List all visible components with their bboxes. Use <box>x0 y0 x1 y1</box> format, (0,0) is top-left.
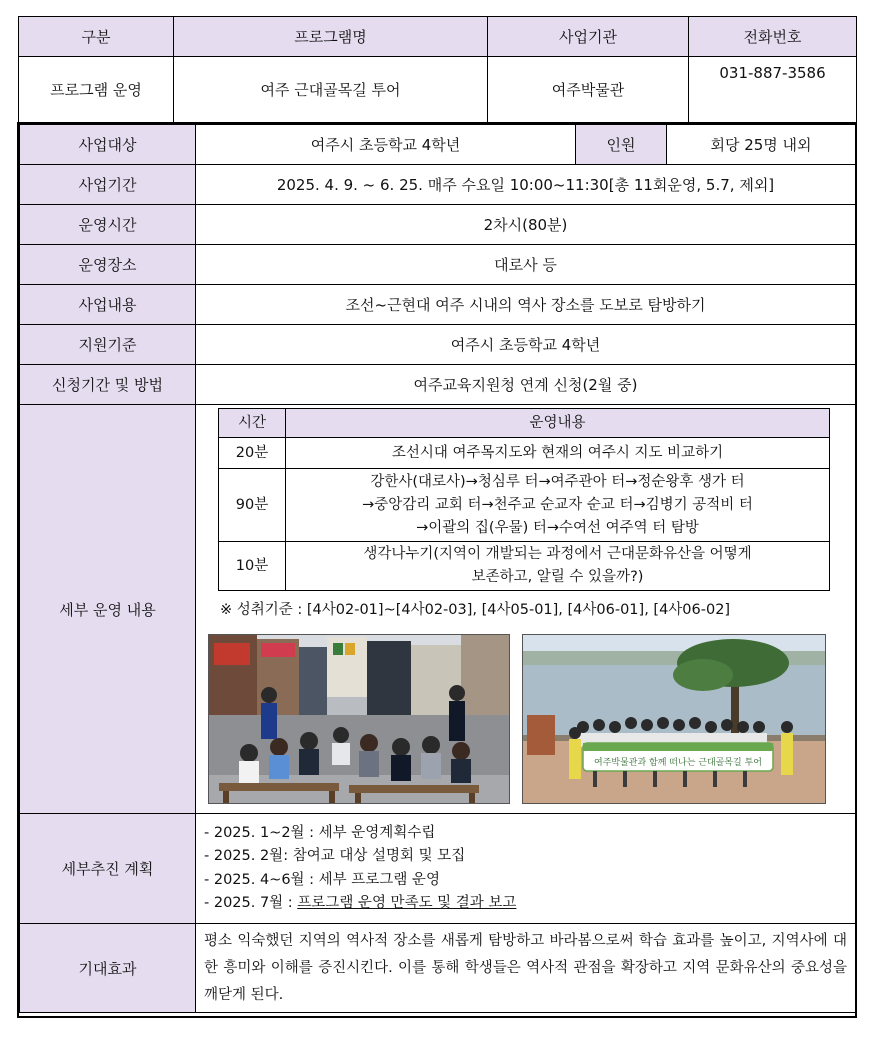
schedule-line: 보존하고, 알릴 수 있을까?) <box>471 569 644 585</box>
detail-table-frame <box>17 122 857 1018</box>
detail-label: 세부 운영 내용 <box>20 405 196 814</box>
schedule-line: →이괄의 집(우물) 터→수여선 여주역 터 탐방 <box>416 519 699 536</box>
schedule-line: 생각나누기(지역이 개발되는 과정에서 근대문화유산을 어떻게 <box>363 546 752 562</box>
program-name-value: 여주 근대골목길 투어 <box>174 57 488 123</box>
place-value: 대로사 등 <box>196 245 856 285</box>
category-value: 프로그램 운영 <box>19 57 174 123</box>
period-value: 2025. 4. 9. ~ 6. 25. 매주 수요일 10:00~11:30[총 11회운영, 5.7, 제외] <box>196 165 856 205</box>
schedule-header-content: 운영내용 <box>286 409 830 438</box>
header-program-name: 프로그램명 <box>174 17 488 57</box>
header-category: 구분 <box>19 17 174 57</box>
group-photo-banner-text: 여주박물관과 함께 떠나는 근대골목길 투어 <box>594 758 762 768</box>
place-label: 운영장소 <box>20 245 196 285</box>
content-value: 조선~근현대 여주 시내의 역사 장소를 도보로 탐방하기 <box>196 285 856 325</box>
schedule-table <box>218 408 830 591</box>
plan-item: - 2025. 1~2월 : 세부 운영계획수립 <box>204 824 436 841</box>
criteria-value: 여주시 초등학교 4학년 <box>196 325 856 365</box>
detail-cell <box>196 405 856 814</box>
tour-photo-street <box>208 634 510 804</box>
tour-photo-street-image <box>209 635 509 803</box>
detail-table <box>19 124 856 1013</box>
summary-table <box>18 16 857 123</box>
tour-photo-group <box>522 634 826 804</box>
schedule-line: 강한사(대로사)→청심루 터→여주관아 터→정순왕후 생가 터 <box>370 473 745 490</box>
content-label: 사업내용 <box>20 285 196 325</box>
plan-item: - 2025. 4~6월 : 세부 프로그램 운영 <box>204 871 440 888</box>
schedule-time: 90분 <box>219 469 286 542</box>
schedule-content <box>286 438 830 469</box>
schedule-time: 20분 <box>219 438 286 469</box>
phone-value: 031-887-3586 <box>689 57 857 123</box>
schedule-content <box>286 469 830 542</box>
achievement-standard-note: ※ 성취기준 : [4사02-01]~[4사02-03], [4사05-01], [4사06-01], [4사06-02] <box>220 602 731 618</box>
plan-list <box>196 814 856 924</box>
schedule-content <box>286 542 830 591</box>
plan-item-prefix: - 2025. 7월 : <box>204 895 298 911</box>
plan-item: - 2025. 2월: 참여교 대상 설명회 및 모집 <box>204 848 466 864</box>
plan-item-underlined: 프로그램 운영 만족도 및 결과 보고 <box>297 895 517 911</box>
effect-text: 평소 익숙했던 지역의 역사적 장소를 새롭게 탐방하고 바라봄으로써 학습 효과를 높이고, 지역사에 대한 흥미와 이해를 증진시킨다. 이를 통해 학생들은 역사적 관점을 확장하고 지역 문화유산의 중요성을 깨닫게 된다. <box>196 924 856 1013</box>
schedule-line: 조선시대 여주목지도와 현재의 여주시 지도 비교하기 <box>391 444 724 461</box>
period-label: 사업기간 <box>20 165 196 205</box>
hours-label: 운영시간 <box>20 205 196 245</box>
apply-value: 여주교육지원청 연계 신청(2월 중) <box>196 365 856 405</box>
schedule-time: 10분 <box>219 542 286 591</box>
schedule-line: →중앙감리 교회 터→천주교 순교자 순교 터→김병기 공적비 터 <box>362 496 753 513</box>
header-organization: 사업기관 <box>488 17 689 57</box>
apply-label: 신청기간 및 방법 <box>20 365 196 405</box>
organization-value: 여주박물관 <box>488 57 689 123</box>
schedule-header-time: 시간 <box>219 409 286 438</box>
effect-label: 기대효과 <box>20 924 196 1013</box>
criteria-label: 지원기준 <box>20 325 196 365</box>
target-value: 여주시 초등학교 4학년 <box>196 125 576 165</box>
plan-label: 세부추진 계획 <box>20 814 196 924</box>
header-phone: 전화번호 <box>689 17 857 57</box>
people-value: 회당 25명 내외 <box>667 125 856 165</box>
target-label: 사업대상 <box>20 125 196 165</box>
plan-item <box>204 892 855 916</box>
hours-value: 2차시(80분) <box>196 205 856 245</box>
people-label: 인원 <box>576 125 667 165</box>
tour-photo-group-image <box>523 635 825 803</box>
